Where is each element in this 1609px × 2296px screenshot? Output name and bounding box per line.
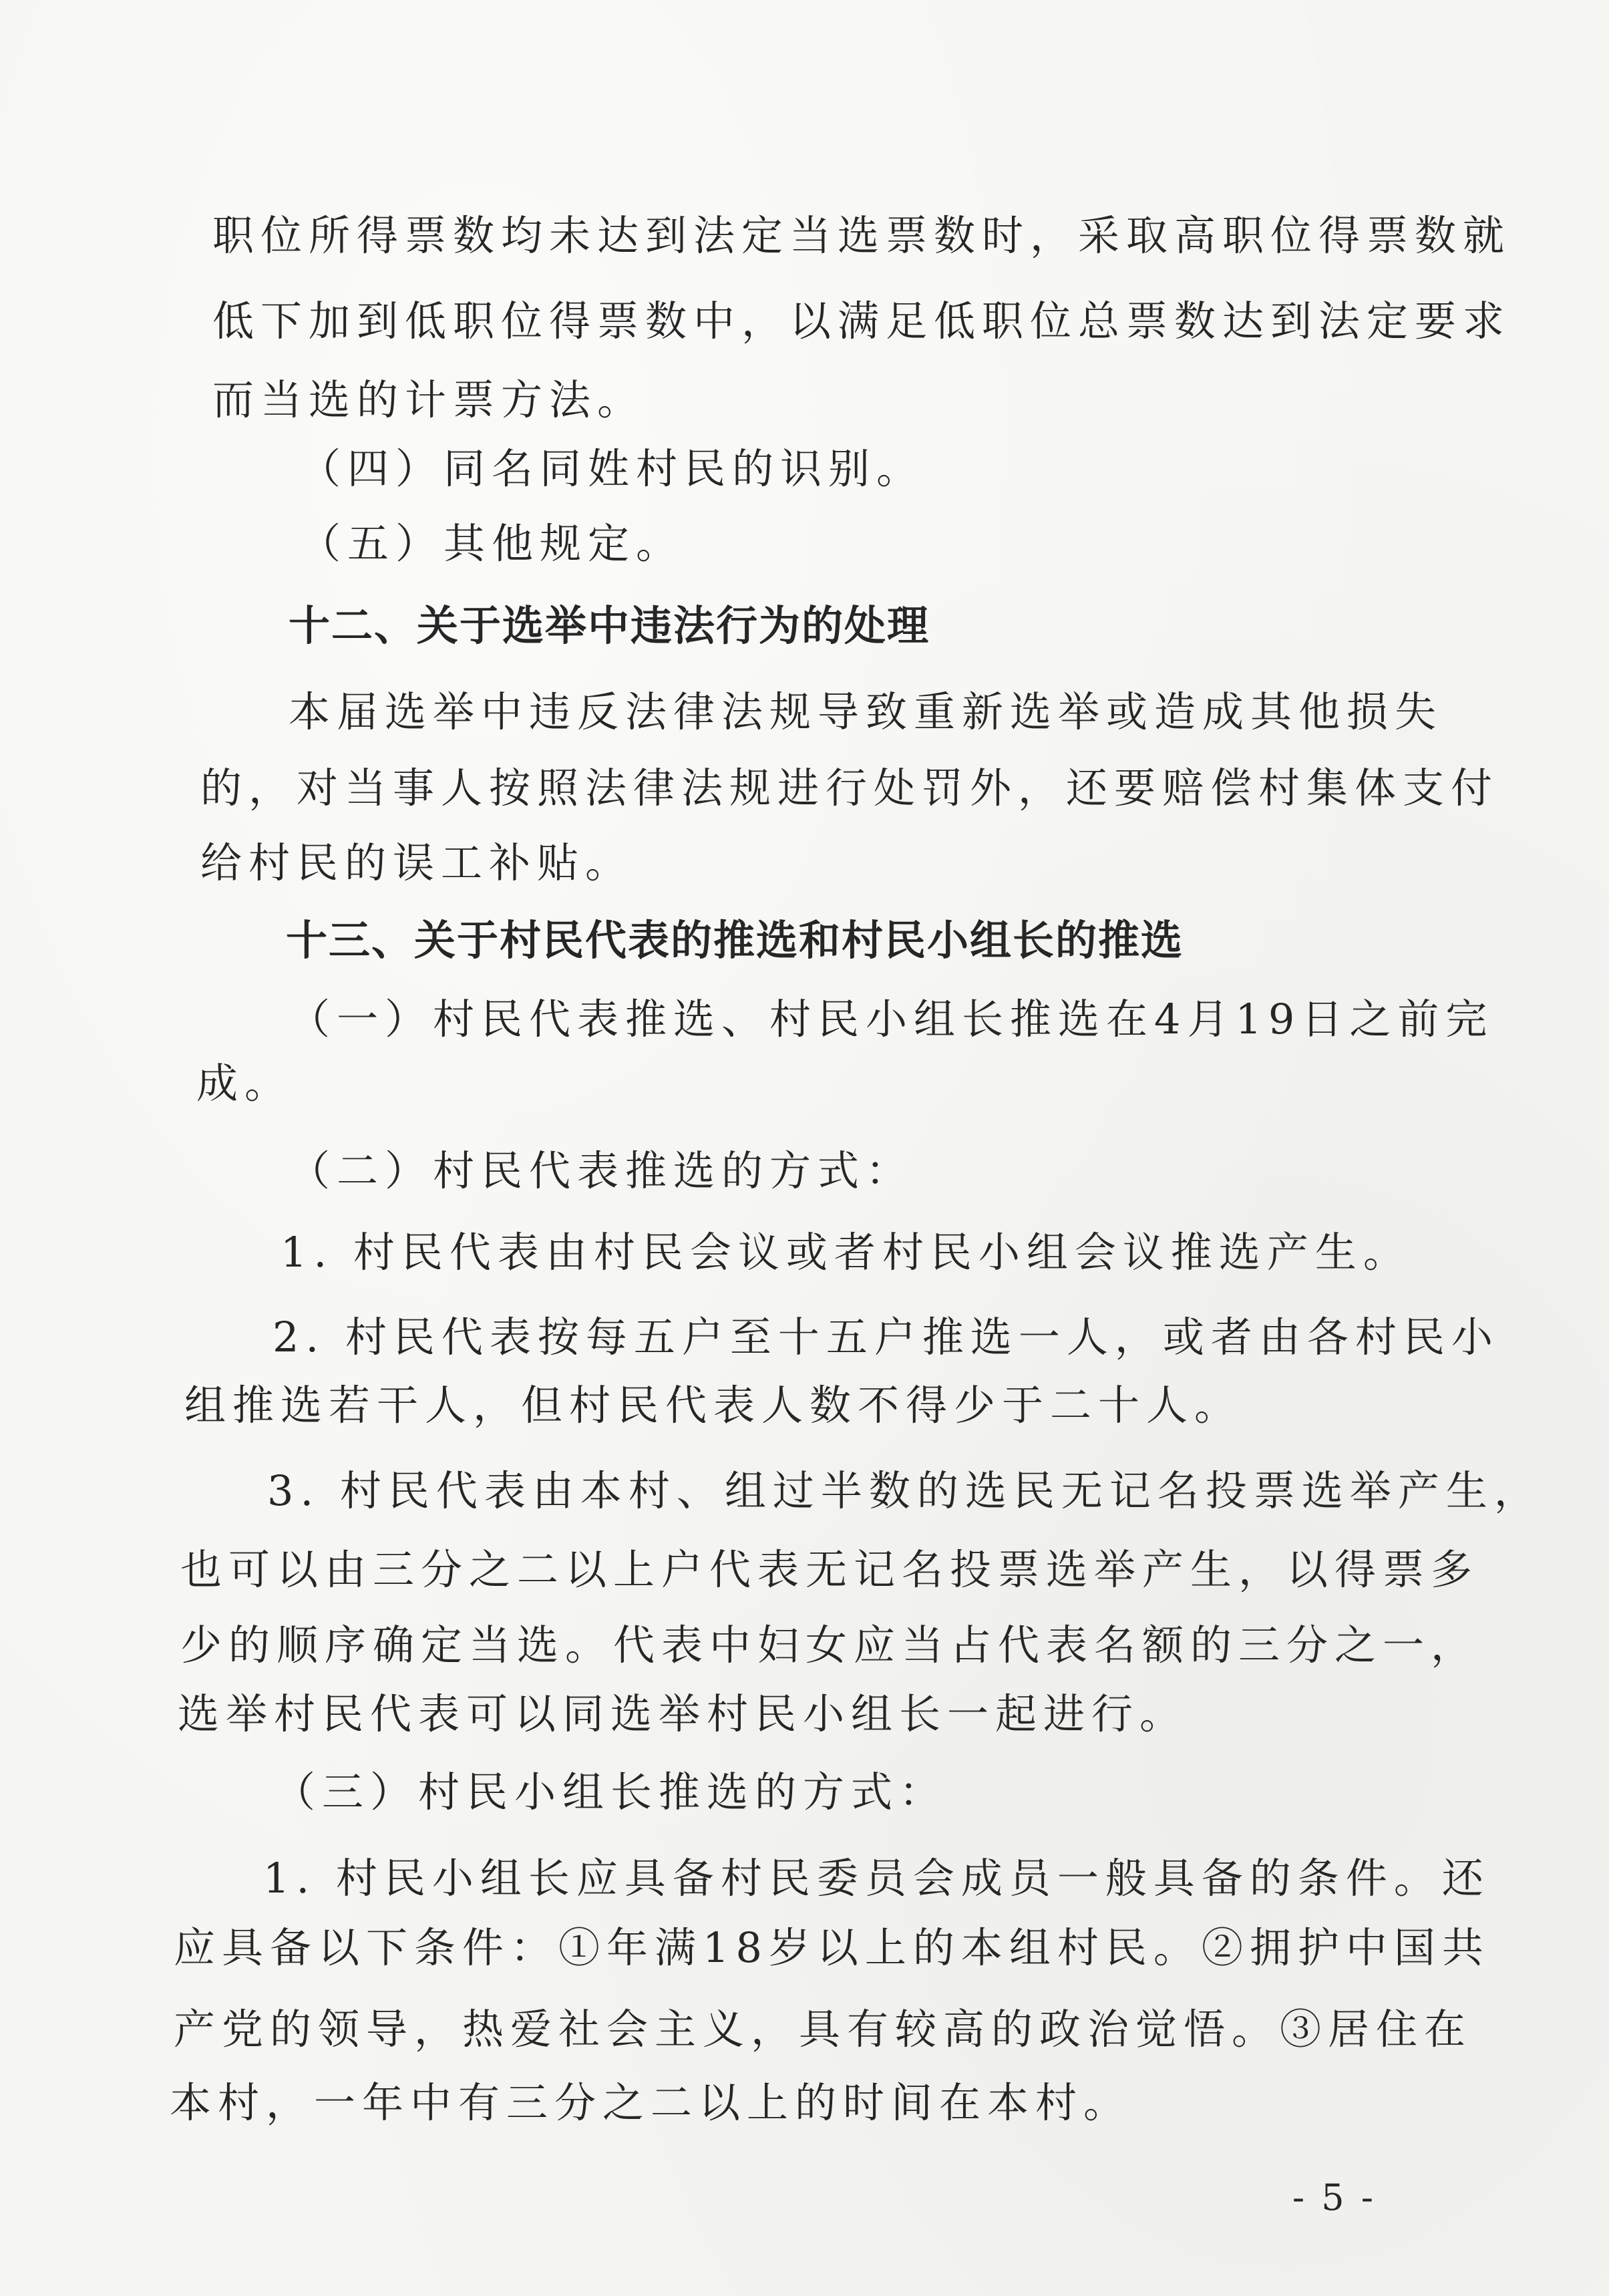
text-line: 低下加到低职位得票数中，以满足低职位总票数达到法定要求: [212, 297, 1511, 345]
page-number: - 5 -: [1292, 2176, 1376, 2219]
text-line: 本村，一年中有三分之二以上的时间在本村。: [170, 2078, 1132, 2127]
text-line: 选举村民代表可以同选举村民小组长一起进行。: [178, 1689, 1188, 1738]
text-line: 3. 村民代表由本村、组过半数的选民无记名投票选举产生，: [267, 1466, 1542, 1515]
text-line: 给村民的误工补贴。: [200, 838, 634, 887]
text-line: 组推选若干人，但村民代表人数不得少于二十人。: [184, 1381, 1243, 1430]
text-line: （四）同名同姓村民的识别。: [299, 444, 925, 493]
text-line: 2. 村民代表按每五户至十五户推选一人，或者由各村民小: [273, 1313, 1499, 1361]
text-line: 职位所得票数均未达到法定当选票数时，采取高职位得票数就: [212, 211, 1511, 260]
text-line: （一）村民代表推选、村民小组长推选在4月19日之前完: [289, 995, 1494, 1043]
text-line: 本届选举中违反法律法规导致重新选举或造成其他损失: [289, 687, 1443, 736]
text-line: 少的顺序确定当选。代表中妇女应当占代表名额的三分之一，: [180, 1621, 1479, 1669]
text-line: 产党的领导，热爱社会主义，具有较高的政治觉悟。③居住在: [174, 2005, 1473, 2054]
text-line: 1. 村民代表由村民会议或者村民小组会议推选产生。: [281, 1228, 1411, 1277]
text-line: （二）村民代表推选的方式：: [289, 1146, 914, 1195]
text-line: 而当选的计票方法。: [212, 375, 646, 424]
section-heading: 十三、关于村民代表的推选和村民小组长的推选: [286, 916, 1184, 965]
text-line: （五）其他规定。: [299, 519, 685, 568]
text-line: 的，对当事人按照法律法规进行处罚外，还要赔偿村集体支付: [200, 764, 1499, 812]
section-heading: 十二、关于选举中违法行为的处理: [289, 601, 930, 650]
text-line: 也可以由三分之二以上户代表无记名投票选举产生，以得票多: [180, 1545, 1479, 1594]
text-line: 1. 村民小组长应具备村民委员会成员一般具备的条件。还: [263, 1854, 1490, 1903]
text-line: 成。: [196, 1059, 293, 1108]
text-line: （三）村民小组长推选的方式：: [274, 1768, 948, 1816]
text-line: 应具备以下条件：①年满18岁以上的本组村民。②拥护中国共: [174, 1923, 1490, 1972]
